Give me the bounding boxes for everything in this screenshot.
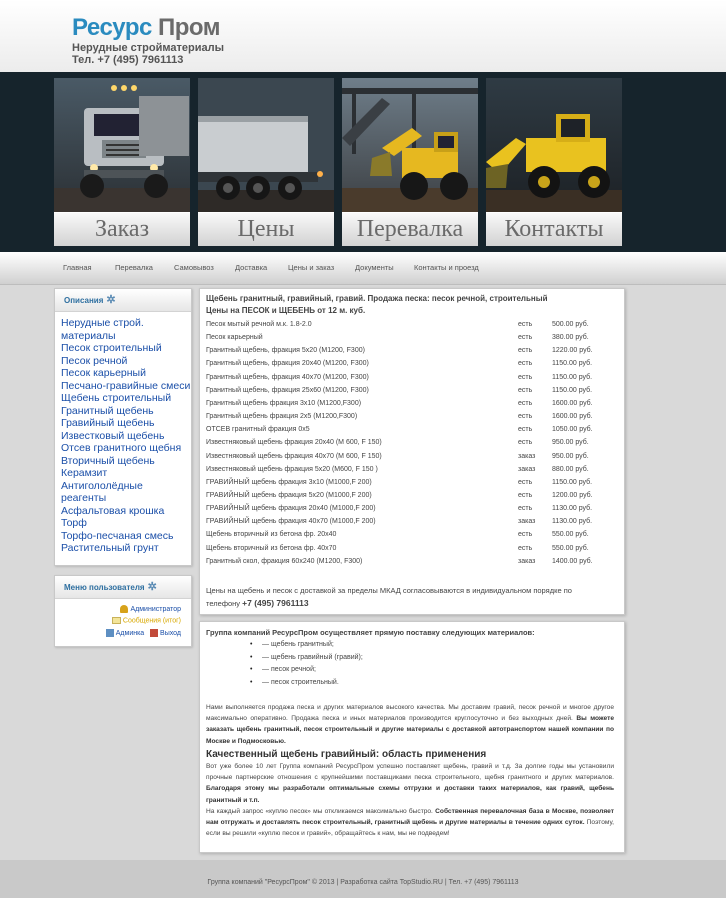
about-p3-bold: Собственная перевалочная база в Москве, позволяет нам отгружать и доставлять песок строительный, гранитный щебень и другие материалы в течение одних суток.: [206, 808, 614, 827]
price-panel: [199, 288, 625, 615]
price-name: ОТСЕВ гранитный фракция 0х5: [206, 426, 310, 434]
about-paragraph-2: [206, 761, 614, 806]
price-value: 880.00 руб.: [552, 465, 589, 473]
banner: [0, 72, 726, 252]
table-row: [206, 360, 616, 373]
user-icon: [120, 605, 128, 613]
about-heading: Качественный щебень гравийный: область применения: [206, 749, 487, 760]
price-name: Гранитный щебень, фракция 20х40 (М1200, F300): [206, 360, 369, 368]
price-name: ГРАВИЙНЫЙ щебень фракция 40х70 (М1000,F 200): [206, 518, 376, 526]
price-status: есть: [518, 413, 533, 421]
about-p3-end: Поэтому, если вы решили «куплю песок и гравий», обращайтесь к нам, мы не подведем!: [206, 819, 614, 838]
list-item: • — щебень гравийный (гравий);: [250, 652, 363, 665]
price-name: Щебень вторичный из бетона фр. 20х40: [206, 531, 337, 539]
price-value: 1150.00 руб.: [552, 373, 593, 381]
price-value: 1600.00 руб.: [552, 399, 593, 407]
about-intro: Группа компаний РесурсПром осуществляет прямую поставку следующих материалов:: [206, 628, 535, 637]
table-row: [206, 413, 616, 426]
price-name: ГРАВИЙНЫЙ щебень фракция 3х10 (М1000,F 200): [206, 478, 372, 486]
sidebar-item[interactable]: Гранитный щебень: [61, 404, 154, 417]
sidebar-item[interactable]: Асфальтовая крошка: [61, 504, 165, 517]
sidebar-item[interactable]: Песчано-гравийные смеси: [61, 379, 191, 392]
price-value: 1130.00 руб.: [552, 505, 593, 513]
table-row: [206, 334, 616, 347]
sidebar-item[interactable]: Керамзит: [61, 467, 108, 479]
footer-text: Группа компаний "РесурсПром" © 2013 | Разработка сайта TopStudio.RU | Тел. +7 (495) 7961113: [207, 879, 519, 886]
logo-part-2: Пром: [158, 14, 221, 41]
about-p3-text: На каждый запрос «куплю песок» мы откликаемся максимально быстро.: [206, 808, 433, 815]
table-row: [206, 492, 616, 505]
site-tagline: Нерудные стройматериалы: [72, 42, 224, 54]
user-menu-header: [55, 576, 191, 599]
user-admin-link[interactable]: [120, 605, 181, 613]
user-actions: [106, 629, 181, 637]
table-row: [206, 439, 616, 452]
sidebar-item[interactable]: Щебень строительный: [61, 392, 172, 404]
price-name: Известняковый щебень фракция 20х40 (М 600, F 150): [206, 439, 382, 447]
sidebar-item[interactable]: Вторичный щебень: [61, 454, 155, 467]
list-item: • — щебень гранитный;: [250, 639, 363, 652]
list-item: • — песок речной;: [250, 664, 363, 677]
sidebar-descriptions-header: [55, 289, 191, 312]
price-name: Щебень вторичный из бетона фр. 40х70: [206, 544, 337, 552]
tools-icon: ✲: [106, 294, 116, 306]
site-header: [0, 0, 726, 72]
price-value: 380.00 руб.: [552, 334, 589, 342]
sidebar-item[interactable]: Известковый щебень: [61, 429, 165, 442]
price-name: Гранитный щебень фракция 3х10 (М1200,F300): [206, 399, 362, 407]
price-name: Гранитный щебень, фракция 25х60 (М1200, F300): [206, 386, 369, 394]
price-status: есть: [518, 544, 533, 552]
price-name: Гранитный щебень, фракция 5х20 (М1200, F300): [206, 347, 365, 355]
table-row: [206, 558, 616, 571]
price-status: есть: [518, 334, 533, 342]
price-value: 950.00 руб.: [552, 452, 589, 460]
list-item: • — песок строительный.: [250, 677, 363, 690]
logout-label: Выход: [160, 629, 181, 637]
user-menu-title: Меню пользователя: [64, 583, 145, 592]
about-p2-text: Вот уже более 10 лет Группа компаний РесурсПром успешно поставляет щебень, гравий и т.д. За долгие годы мы установили прочные партнерские отношения с крупнейшими поставщиками песка строительного, щебня гранитного и других материалов.: [206, 763, 614, 782]
table-row: [206, 531, 616, 544]
sidebar-item[interactable]: Торф: [61, 517, 87, 529]
about-p1-bold: Вы можете заказать щебень гранитный, песок строительный и другие материалы с доставкой автотранспортом нашей компании по Москве и Подмосковью.: [206, 715, 614, 745]
banner-tab-prices[interactable]: Цены: [198, 212, 334, 246]
price-note-phone: +7 (495) 7961113: [242, 598, 309, 608]
price-note-text: Цены на щебень и песок с доставкой за пределы МКАД согласовываются в индивидуальном порядке по телефону: [206, 586, 572, 608]
admin-panel-link[interactable]: [106, 630, 144, 637]
nav-home[interactable]: Главная: [63, 263, 92, 272]
price-value: 550.00 руб.: [552, 544, 589, 552]
banner-tab-transshipment[interactable]: Перевалка: [342, 212, 478, 246]
price-value: 1600.00 руб.: [552, 413, 593, 421]
table-row: [206, 347, 616, 360]
price-value: 1130.00 руб.: [552, 518, 593, 526]
banner-tab-contacts[interactable]: Контакты: [486, 212, 622, 246]
logo-part-1: Ресурс: [72, 14, 152, 41]
envelope-icon: [112, 617, 121, 624]
price-subtitle: Цены на ПЕСОК и ЩЕБЕНЬ от 12 м. куб.: [206, 306, 366, 315]
main-nav: [0, 252, 726, 285]
table-row: [206, 321, 616, 334]
sidebar-item[interactable]: Гравийный щебень: [61, 417, 155, 429]
table-row: [206, 400, 616, 413]
price-status: есть: [518, 347, 533, 355]
sidebar-item[interactable]: Песок строительный: [61, 342, 162, 354]
user-admin-label: Администратор: [130, 605, 181, 613]
logout-icon: [150, 629, 158, 637]
price-status: есть: [518, 531, 533, 539]
table-row: [206, 505, 616, 518]
table-row: [206, 479, 616, 492]
price-name: Известняковый щебень фракция 40х70 (М 600, F 150): [206, 452, 382, 460]
table-row: [206, 545, 616, 558]
price-status: есть: [518, 505, 533, 513]
price-note: [206, 585, 598, 610]
sidebar-menu: [55, 312, 191, 555]
about-panel: [199, 621, 625, 853]
banner-photo-truck-2: [198, 78, 334, 216]
banner-photo-loader-1: [342, 78, 478, 216]
price-value: 1150.00 руб.: [552, 386, 593, 394]
price-name: Гранитный щебень фракция 2х5 (М1200,F300): [206, 413, 358, 421]
nav-contacts[interactable]: Контакты и проезд: [414, 263, 479, 272]
price-status: есть: [518, 478, 533, 486]
price-title: Щебень гранитный, гравийный, гравий. Продажа песка: песок речной, строительный: [206, 294, 548, 303]
price-status: есть: [518, 439, 533, 447]
price-value: 1050.00 руб.: [552, 426, 593, 434]
price-value: 1200.00 руб.: [552, 491, 593, 499]
price-status: заказ: [518, 518, 536, 526]
sidebar-item[interactable]: Антигололёдные: [61, 479, 143, 492]
user-menu: [54, 575, 192, 647]
banner-photo-loader-2: [486, 78, 622, 216]
price-name: Песок мытый речной м.к. 1.8-2.0: [206, 321, 312, 328]
table-row: [206, 466, 616, 479]
price-name: Песок карьерный: [206, 334, 263, 342]
price-value: 1400.00 руб.: [552, 557, 593, 565]
table-row: [206, 387, 616, 400]
sidebar-item[interactable]: реагенты: [61, 492, 107, 504]
price-value: 500.00 руб.: [552, 321, 589, 328]
sidebar-descriptions-title: Описания: [64, 296, 104, 305]
table-row: [206, 374, 616, 387]
price-name: ГРАВИЙНЫЙ щебень фракция 5х20 (М1000,F 200): [206, 491, 372, 499]
price-status: есть: [518, 321, 533, 328]
price-status: есть: [518, 373, 533, 381]
nav-documents[interactable]: Документы: [355, 263, 394, 272]
price-status: заказ: [518, 465, 536, 473]
price-value: 1220.00 руб.: [552, 347, 593, 355]
tools-icon: ✲: [147, 581, 157, 593]
site-logo[interactable]: [72, 14, 220, 42]
banner-photo-truck-1: [54, 78, 190, 216]
price-status: есть: [518, 399, 533, 407]
sidebar-descriptions: [54, 288, 192, 566]
logout-link[interactable]: [150, 630, 181, 637]
price-status: заказ: [518, 452, 536, 460]
table-row: [206, 426, 616, 439]
sidebar-item[interactable]: Нерудные строй.: [61, 317, 144, 329]
user-messages-link[interactable]: [112, 617, 181, 624]
sidebar-item[interactable]: материалы: [61, 329, 116, 342]
nav-prices-order[interactable]: Цены и заказ: [288, 263, 335, 272]
price-value: 550.00 руб.: [552, 531, 589, 539]
price-value: 1150.00 руб.: [552, 478, 593, 486]
price-name: Известняковый щебень фракция 5х20 (М600, F 150 ): [206, 465, 378, 473]
header-phone: Тел. +7 (495) 7961113: [72, 54, 184, 66]
nav-transshipment[interactable]: Перевалка: [115, 263, 153, 272]
about-paragraph-1: [206, 702, 614, 747]
site-footer: [0, 860, 726, 898]
nav-pickup[interactable]: Самовывоз: [174, 263, 214, 272]
sidebar-item[interactable]: Песок речной: [61, 354, 128, 367]
about-p2-bold: Благодаря этому мы разработали оптимальные схемы отгрузки и доставки таких материалов, как гравий, щебень гранитный и т.п.: [206, 785, 614, 804]
price-status: есть: [518, 426, 533, 434]
price-status: заказ: [518, 557, 536, 565]
price-name: Гранитный щебень, фракция 40х70 (М1200, F300): [206, 373, 369, 381]
sidebar-item[interactable]: Торфо-песчаная смесь: [61, 529, 174, 542]
price-value: 1150.00 руб.: [552, 360, 593, 368]
user-messages-label: Сообщения (итог): [122, 617, 181, 625]
sidebar-item[interactable]: Отсев гранитного щебня: [61, 442, 182, 454]
price-status: есть: [518, 491, 533, 499]
material-list: [250, 639, 363, 689]
table-row: [206, 453, 616, 466]
price-status: есть: [518, 386, 533, 394]
sidebar-item[interactable]: Растительный грунт: [61, 542, 159, 554]
sidebar-item[interactable]: Песок карьерный: [61, 367, 146, 379]
table-row: [206, 518, 616, 531]
price-name: Гранитный скол, фракция 60х240 (М1200, F300): [206, 557, 363, 565]
price-status: есть: [518, 360, 533, 368]
price-name: ГРАВИЙНЫЙ щебень фракция 20х40 (М1000,F 200): [206, 505, 376, 513]
admin-panel-label: Админка: [115, 629, 145, 637]
price-value: 950.00 руб.: [552, 439, 589, 447]
about-p1-text: Нами выполняется продажа песка и других материалов высокого качества. Мы доставим гравий, песок речной и многое другое максимально оперативно. Продажа песка и иных материалов производится круглосуточно и без выходных дней.: [206, 704, 614, 723]
admin-panel-icon: [106, 629, 114, 637]
banner-tab-order[interactable]: Заказ: [54, 212, 190, 246]
about-paragraph-3: [206, 806, 614, 840]
nav-delivery[interactable]: Доставка: [235, 263, 268, 272]
